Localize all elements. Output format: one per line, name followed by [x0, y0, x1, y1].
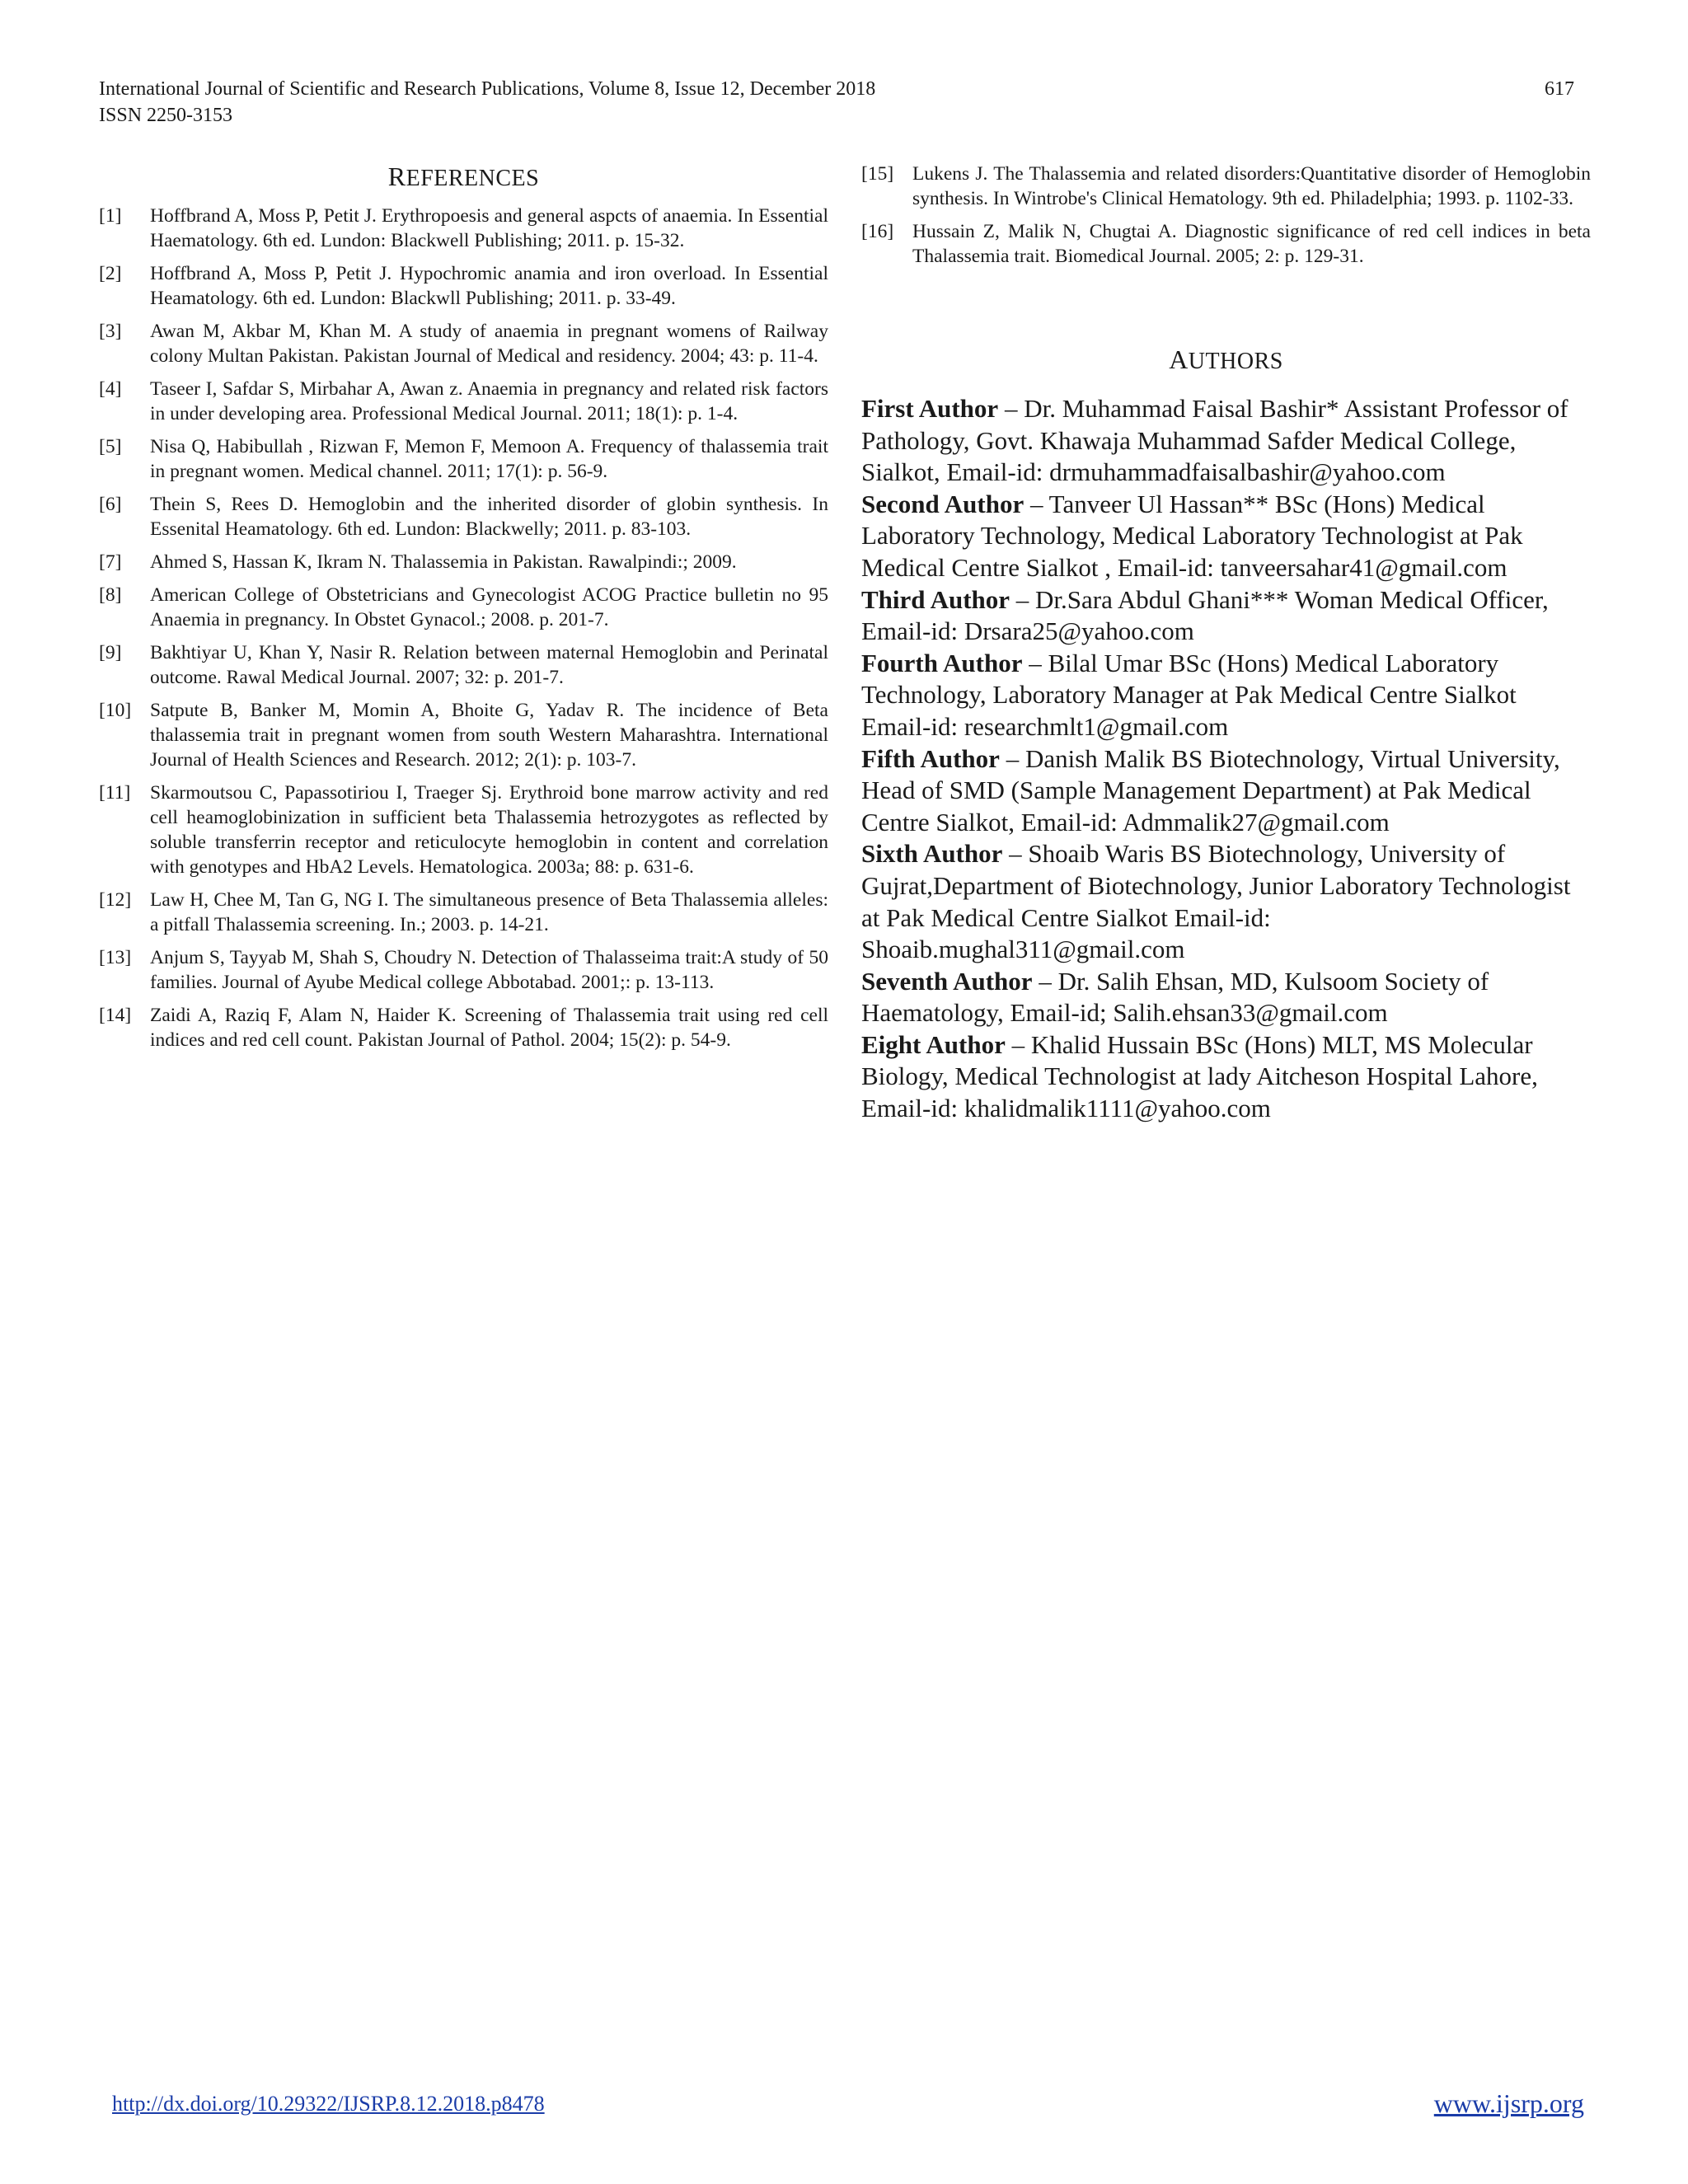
page-number: 617	[1545, 78, 1574, 100]
reference-text: Awan M, Akbar M, Khan M. A study of anaemia in pregnant womens of Railway colony Multan Pakistan. Pakistan Journal of Medical and residency. 2004; 43: p. 11-4.	[150, 321, 828, 367]
author-details: – Dr.Sara Abdul Ghani*** Woman Medical Officer, Email-id: Drsara25@yahoo.com	[861, 584, 1549, 646]
author-entry	[861, 648, 1591, 743]
author-details: – Khalid Hussain BSc (Hons) MLT, MS Molecular Biology, Medical Technologist at lady Aitcheson Hospital Lahore, Email-id: khalidmalik1111@yahoo.com	[861, 1029, 1538, 1123]
right-column	[861, 162, 1591, 1125]
doi-link[interactable]: http://dx.doi.org/10.29322/IJSRP.8.12.2018.p8478	[112, 2092, 545, 2116]
reference-text: Hussain Z, Malik N, Chugtai A. Diagnostic significance of red cell indices in beta Thalassemia trait. Biomedical Journal. 2005; 2: p. 129-31.	[912, 221, 1591, 267]
reference-item	[861, 219, 1591, 269]
reference-item	[99, 640, 828, 690]
reference-text: Skarmoutsou C, Papassotiriou I, Traeger Sj. Erythroid bone marrow activity and red cell heamoglobinization in sufficient beta Thalassemia hetrozygotes as reflected by soluble transferrin receptor and reticulocyte hemoglobin in content and correlation with genotypes and HbA2 Levels. Hematologica. 2003a; 88: p. 631-6.	[150, 782, 828, 878]
reference-number: [15]	[861, 163, 894, 185]
reference-item	[99, 492, 828, 541]
page-header	[99, 76, 1574, 129]
reference-number: [9]	[99, 642, 122, 663]
author-role: Fifth Author	[861, 743, 1000, 773]
author-entry	[861, 1029, 1591, 1125]
reference-item	[99, 377, 828, 426]
reference-text: Zaidi A, Raziq F, Alam N, Haider K. Screening of Thalassemia trait using red cell indices and red cell count. Pakistan Journal of Pathol. 2004; 15(2): p. 54-9.	[150, 1005, 828, 1051]
reference-number: [11]	[99, 782, 131, 804]
reference-text: Lukens J. The Thalassemia and related disorders:Quantitative disorder of Hemoglobin synthesis. In Wintrobe's Clinical Hematology. 9th ed. Philadelphia; 1993. p. 1102-33.	[912, 163, 1591, 209]
reference-text: Satpute B, Banker M, Momin A, Bhoite G, Yadav R. The incidence of Beta thalassemia trait in pregnant women from south Western Maharashtra. International Journal of Health Sciences and Research. 2012; 2(1): p. 103-7.	[150, 700, 828, 771]
author-details: – Tanveer Ul Hassan** BSc (Hons) Medical Laboratory Technology, Medical Laboratory Technologist at Pak Medical Centre Sialkot , Email-id: tanveersahar41@gmail.com	[861, 489, 1523, 582]
reference-item	[99, 319, 828, 368]
author-role: Second Author	[861, 489, 1025, 518]
reference-text: Thein S, Rees D. Hemoglobin and the inherited disorder of globin synthesis. In Essenital Heamatology. 6th ed. Lundon: Blackwelly; 2011. p. 83-103.	[150, 494, 828, 540]
reference-number: [6]	[99, 494, 122, 515]
reference-text: Law H, Chee M, Tan G, NG I. The simultaneous presence of Beta Thalassemia alleles: a pitfall Thalassemia screening. In.; 2003. p. 14-21.	[150, 889, 828, 935]
reference-number: [10]	[99, 700, 132, 721]
reference-number: [3]	[99, 321, 122, 342]
reference-text: Anjum S, Tayyab M, Shah S, Choudry N. Detection of Thalasseima trait:A study of 50 families. Journal of Ayube Medical college Abbotabad. 2001;: p. 13-113.	[150, 947, 828, 993]
reference-number: [5]	[99, 436, 122, 457]
reference-number: [7]	[99, 551, 122, 573]
reference-text: Hoffbrand A, Moss P, Petit J. Erythropoesis and general aspcts of anaemia. In Essential Haematology. 6th ed. Lundon: Blackwell Publishing; 2011. p. 15-32.	[150, 205, 828, 251]
author-details: – Dr. Salih Ehsan, MD, Kulsoom Society of Haematology, Email-id; Salih.ehsan33@gmail.com	[861, 966, 1489, 1028]
author-role: Third Author	[861, 584, 1010, 614]
author-role: Sixth Author	[861, 839, 1003, 869]
reference-number: [16]	[861, 221, 894, 242]
reference-item	[99, 888, 828, 937]
reference-item	[99, 261, 828, 311]
reference-number: [13]	[99, 947, 132, 968]
author-entry	[861, 838, 1591, 965]
reference-number: [4]	[99, 378, 122, 400]
issn: ISSN 2250-3153	[99, 105, 233, 126]
author-details: – Dr. Muhammad Faisal Bashir* Assistant Professor of Pathology, Govt. Khawaja Muhammad Safder Medical College, Sialkot, Email-id: drmuhammadfaisalbashir@yahoo.com	[861, 394, 1568, 487]
reference-item	[99, 550, 828, 574]
author-role: First Author	[861, 394, 999, 423]
page-footer	[112, 2088, 1584, 2125]
reference-text: Nisa Q, Habibullah , Rizwan F, Memon F, Memoon A. Frequency of thalassemia trait in pregnant women. Medical channel. 2011; 17(1): p. 56-9.	[150, 436, 828, 482]
journal-line: International Journal of Scientific and Research Publications, Volume 8, Issue 12, December 2018	[99, 78, 876, 100]
reference-number: [8]	[99, 584, 122, 606]
reference-item	[99, 698, 828, 772]
reference-item	[861, 162, 1591, 211]
reference-text: Hoffbrand A, Moss P, Petit J. Hypochromic anamia and iron overload. In Essential Heamatology. 6th ed. Lundon: Blackwll Publishing; 2011. p. 33-49.	[150, 263, 828, 309]
reference-number: [1]	[99, 205, 122, 227]
reference-number: [12]	[99, 889, 132, 911]
author-entry	[861, 966, 1591, 1029]
reference-text: American College of Obstetricians and Gynecologist ACOG Practice bulletin no 95 Anaemia in pregnancy. In Obstet Gynacol.; 2008. p. 201-7.	[150, 584, 828, 630]
author-role: Seventh Author	[861, 966, 1033, 996]
reference-item	[99, 434, 828, 484]
author-entry	[861, 393, 1591, 489]
author-entry	[861, 584, 1591, 648]
author-role: Eight Author	[861, 1029, 1006, 1059]
reference-item	[99, 780, 828, 879]
left-column	[99, 162, 828, 1061]
reference-item	[99, 1003, 828, 1052]
reference-text: Bakhtiyar U, Khan Y, Nasir R. Relation between maternal Hemoglobin and Perinatal outcome. Rawal Medical Journal. 2007; 32: p. 201-7.	[150, 642, 828, 688]
references-heading: REFERENCES	[387, 162, 540, 191]
reference-number: [14]	[99, 1005, 132, 1026]
references-list-right	[861, 162, 1591, 269]
author-details: – Shoaib Waris BS Biotechnology, University of Gujrat,Department of Biotechnology, Junior Laboratory Technologist at Pak Medical Centre Sialkot Email-id: Shoaib.mughal311@gmail.com	[861, 839, 1571, 964]
authors-heading: AUTHORS	[1169, 344, 1283, 374]
reference-text: Ahmed S, Hassan K, Ikram N. Thalassemia in Pakistan. Rawalpindi:; 2009.	[150, 551, 737, 573]
authors-list	[861, 393, 1591, 1125]
author-details: – Bilal Umar BSc (Hons) Medical Laboratory Technology, Laboratory Manager at Pak Medical Centre Sialkot Email-id: researchmlt1@gmail.com	[861, 648, 1517, 741]
reference-item	[99, 583, 828, 632]
reference-number: [2]	[99, 263, 122, 284]
journal-website-link[interactable]: www.ijsrp.org	[1433, 2088, 1584, 2118]
reference-text: Taseer I, Safdar S, Mirbahar A, Awan z. Anaemia in pregnancy and related risk factors in under developing area. Professional Medical Journal. 2011; 18(1): p. 1-4.	[150, 378, 828, 424]
author-entry	[861, 489, 1591, 584]
author-details: – Danish Malik BS Biotechnology, Virtual University, Head of SMD (Sample Management Department) at Pak Medical Centre Sialkot, Email-id: Admmalik27@gmail.com	[861, 743, 1560, 837]
author-role: Fourth Author	[861, 648, 1023, 677]
reference-item	[99, 204, 828, 253]
reference-item	[99, 945, 828, 995]
references-list-left	[99, 204, 828, 1052]
author-entry	[861, 743, 1591, 839]
